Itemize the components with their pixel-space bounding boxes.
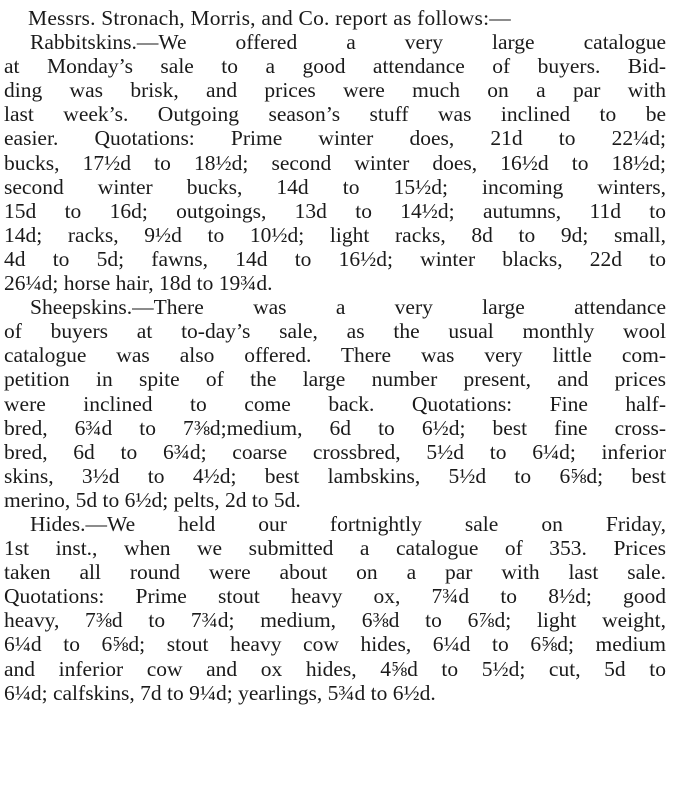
- text-line: 6¼d to 6⅝d; stout heavy cow hides, 6¼d to 6⅝d; medium: [4, 632, 666, 657]
- paragraph-hides: [4, 512, 666, 705]
- text-line: Quotations: Prime stout heavy ox, 7¾d to 8½d; good: [4, 584, 666, 609]
- text-line: Hides.—We held our fortnightly sale on Friday,: [30, 511, 666, 536]
- report-paragraphs: [4, 30, 666, 705]
- market-report-column: [4, 6, 666, 705]
- paragraph-sheepskins: [4, 295, 666, 512]
- text-line: and inferior cow and ox hides, 4⅝d to 5½d; cut, 5d to: [4, 656, 666, 681]
- text-line: taken all round were about on a par with last sale.: [4, 560, 666, 585]
- text-line: heavy, 7⅜d to 7¾d; medium, 6⅜d to 6⅞d; light weight,: [4, 608, 666, 633]
- text-line: second winter bucks, 14d to 15½d; incoming winters,: [4, 174, 666, 199]
- report-heading: Messrs. Stronach, Morris, and Co. report as follows:—: [28, 6, 511, 30]
- text-line: skins, 3½d to 4½d; best lambskins, 5½d to 6⅝d; best: [4, 463, 666, 488]
- text-line: Sheepskins.—There was a very large attendance: [30, 295, 666, 320]
- text-line: merino, 5d to 6½d; pelts, 2d to 5d.: [4, 487, 301, 512]
- text-line: 4d to 5d; fawns, 14d to 16½d; winter blacks, 22d to: [4, 246, 666, 271]
- text-line: ding was brisk, and prices were much on a par with: [4, 78, 666, 103]
- text-line: of buyers at to-day’s sale, as the usual monthly wool: [4, 319, 666, 344]
- text-line: bred, 6¾d to 7⅜d;medium, 6d to 6½d; best fine cross-: [4, 415, 666, 440]
- text-line: 14d; racks, 9½d to 10½d; light racks, 8d to 9d; small,: [4, 222, 666, 247]
- text-line: bucks, 17½d to 18½d; second winter does, 16½d to 18½d;: [4, 150, 666, 175]
- text-line: petition in spite of the large number present, and prices: [4, 367, 666, 392]
- text-line: 26¼d; horse hair, 18d to 19¾d.: [4, 271, 273, 296]
- paragraph-rabbitskins: [4, 30, 666, 295]
- text-line: 15d to 16d; outgoings, 13d to 14½d; autumns, 11d to: [4, 198, 666, 223]
- text-line: bred, 6d to 6¾d; coarse crossbred, 5½d to 6¼d; inferior: [4, 439, 666, 464]
- text-line: catalogue was also offered. There was very little com-: [4, 343, 666, 368]
- text-line: 6¼d; calfskins, 7d to 9¼d; yearlings, 5¾d to 6½d.: [4, 680, 436, 705]
- text-line: easier. Quotations: Prime winter does, 21d to 22¼d;: [4, 126, 666, 151]
- text-line: at Monday’s sale to a good attendance of buyers. Bid-: [4, 54, 666, 79]
- text-line: Rabbitskins.—We offered a very large catalogue: [30, 30, 666, 55]
- text-line: were inclined to come back. Quotations: Fine half-: [4, 391, 666, 416]
- text-line: 1st inst., when we submitted a catalogue of 353. Prices: [4, 536, 666, 561]
- text-line: last week’s. Outgoing season’s stuff was inclined to be: [4, 102, 666, 127]
